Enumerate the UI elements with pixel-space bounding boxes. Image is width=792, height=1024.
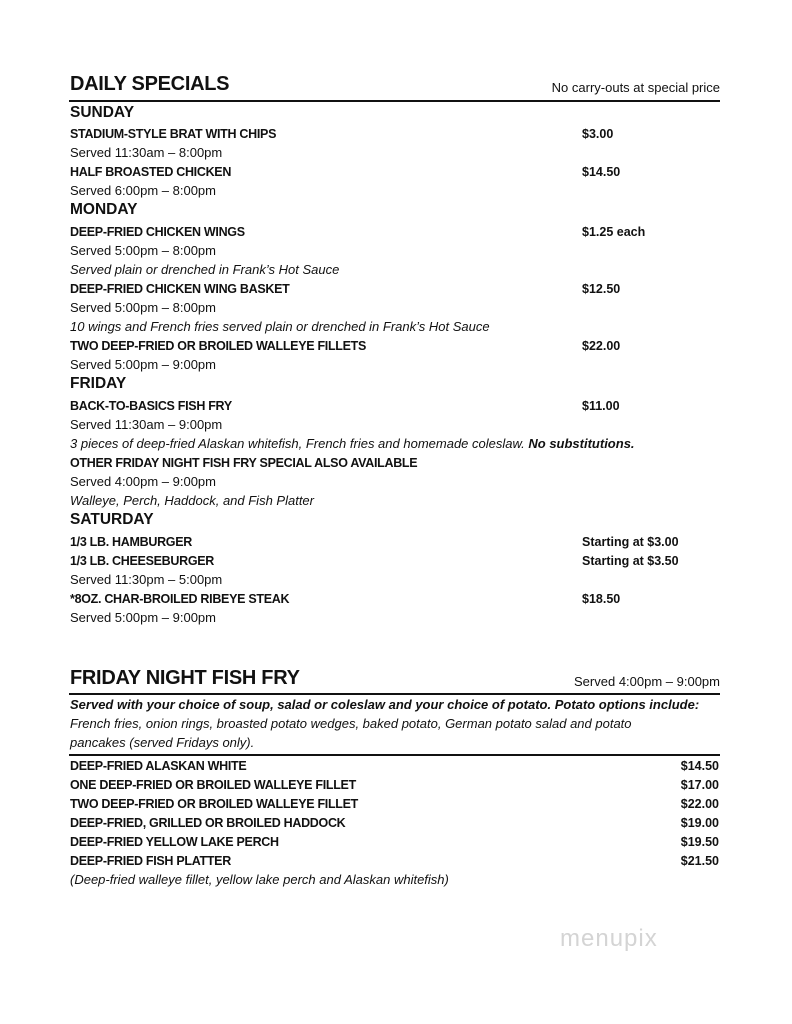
- line-text: STADIUM-STYLE BRAT WITH CHIPS: [70, 127, 277, 141]
- fish-item-price: $17.00: [680, 778, 719, 792]
- menu-item-price: $11.00: [582, 399, 620, 413]
- fish-item-name: ONE DEEP-FRIED OR BROILED WALLEYE FILLET: [70, 778, 356, 792]
- fish-item-price: $22.00: [680, 797, 719, 811]
- menu-item-name: [70, 281, 289, 297]
- serving-hours: [70, 474, 216, 490]
- line-text: *8OZ. CHAR-BROILED RIBEYE STEAK: [70, 592, 290, 606]
- line-text: Served 11:30pm – 5:00pm: [70, 572, 223, 587]
- menu-item-price: Starting at $3.50: [582, 554, 679, 568]
- line-text: 10 wings and French fries served plain or drenched in Frank’s Hot Sauce: [70, 319, 490, 334]
- serving-hours: [70, 417, 222, 433]
- day-heading: [70, 202, 137, 218]
- line-text: SUNDAY: [70, 104, 135, 121]
- divider: [69, 100, 720, 102]
- no-substitutions-note: No substitutions.: [528, 436, 635, 451]
- serving-hours: [70, 357, 216, 373]
- fish-fry-potato-options-cont: pancakes (served Fridays only).: [70, 735, 255, 750]
- serving-hours: [70, 572, 222, 588]
- line-text: OTHER FRIDAY NIGHT FISH FRY SPECIAL ALSO AVAILABLE: [70, 456, 418, 470]
- line-text: 1/3 LB. HAMBURGER: [70, 535, 192, 549]
- menu-item-price: $22.00: [582, 339, 621, 353]
- serving-hours: [70, 145, 222, 161]
- menu-item-name: [70, 553, 214, 569]
- line-text: HALF BROASTED CHICKEN: [70, 165, 232, 179]
- fish-item-name: TWO DEEP-FRIED OR BROILED WALLEYE FILLET: [70, 797, 358, 811]
- fish-platter-note: (Deep-fried walleye fillet, yellow lake perch and Alaskan whitefish): [70, 872, 449, 887]
- menu-item-price: $12.50: [582, 282, 621, 296]
- day-heading: [70, 105, 134, 121]
- menu-item-price: Starting at $3.00: [582, 535, 679, 549]
- serving-hours: [70, 610, 216, 626]
- line-text: Served plain or drenched in Frank’s Hot Sauce: [70, 262, 340, 277]
- line-text: Walleye, Perch, Haddock, and Fish Platter: [70, 493, 314, 508]
- fish-item-price: $14.50: [680, 759, 719, 773]
- fish-item-name: DEEP-FRIED FISH PLATTER: [70, 854, 231, 868]
- divider: [69, 693, 720, 695]
- line-text: Served 11:30am – 9:00pm: [70, 417, 223, 432]
- fish-fry-title: FRIDAY NIGHT FISH FRY: [70, 667, 300, 689]
- fish-item-name: DEEP-FRIED, GRILLED OR BROILED HADDOCK: [70, 816, 346, 830]
- line-text: MONDAY: [70, 201, 138, 218]
- menu-item-name: [70, 398, 232, 414]
- line-text: 3 pieces of deep-fried Alaskan whitefish, French fries and homemade coleslaw.: [70, 436, 529, 451]
- fish-fry-intro: Served with your choice of soup, salad or coleslaw and your choice of potato. Potato options include:: [70, 697, 700, 712]
- line-text: Served 5:00pm – 9:00pm: [70, 357, 216, 372]
- line-text: Served 11:30am – 8:00pm: [70, 145, 223, 160]
- item-description: [70, 262, 339, 278]
- item-description: [70, 436, 635, 452]
- fish-item-name: DEEP-FRIED YELLOW LAKE PERCH: [70, 835, 279, 849]
- menu-item-name: [70, 591, 289, 607]
- fish-item-price: $19.50: [680, 835, 719, 849]
- divider: [69, 754, 720, 756]
- line-text: 1/3 LB. CHEESEBURGER: [70, 554, 215, 568]
- menu-item-name: [70, 164, 231, 180]
- menu-item-price: $3.00: [582, 127, 614, 141]
- menu-item-name: [70, 534, 192, 550]
- line-text: SATURDAY: [70, 511, 154, 528]
- menu-item-price: $18.50: [582, 592, 621, 606]
- fish-item-price: $21.50: [680, 854, 719, 868]
- line-text: Served 6:00pm – 8:00pm: [70, 183, 216, 198]
- serving-hours: [70, 243, 216, 259]
- line-text: DEEP-FRIED CHICKEN WING BASKET: [70, 282, 290, 296]
- line-text: Served 5:00pm – 8:00pm: [70, 243, 216, 258]
- watermark-logo: menupix: [560, 925, 658, 952]
- line-text: FRIDAY: [70, 375, 127, 392]
- line-text: Served 5:00pm – 9:00pm: [70, 610, 216, 625]
- line-text: Served 5:00pm – 8:00pm: [70, 300, 216, 315]
- serving-hours: [70, 300, 216, 316]
- serving-hours: [70, 183, 216, 199]
- day-heading: [70, 376, 126, 392]
- menu-item-name: [70, 455, 417, 471]
- fish-item-name: DEEP-FRIED ALASKAN WHITE: [70, 759, 247, 773]
- carry-out-note: No carry-outs at special price: [551, 80, 720, 95]
- menu-item-name: [70, 126, 276, 142]
- day-heading: [70, 512, 154, 528]
- daily-specials-title: DAILY SPECIALS: [70, 73, 230, 95]
- menu-item-price: $14.50: [582, 165, 621, 179]
- item-description: [70, 493, 314, 509]
- line-text: BACK-TO-BASICS FISH FRY: [70, 399, 232, 413]
- fish-fry-hours: Served 4:00pm – 9:00pm: [574, 674, 720, 689]
- menu-item-name: [70, 224, 245, 240]
- line-text: TWO DEEP-FRIED OR BROILED WALLEYE FILLETS: [70, 339, 367, 353]
- line-text: DEEP-FRIED CHICKEN WINGS: [70, 225, 245, 239]
- fish-item-price: $19.00: [680, 816, 719, 830]
- item-description: [70, 319, 490, 335]
- line-text: Served 4:00pm – 9:00pm: [70, 474, 216, 489]
- menu-item-name: [70, 338, 366, 354]
- menu-item-price: $1.25 each: [582, 225, 646, 239]
- fish-fry-potato-options: French fries, onion rings, broasted potato wedges, baked potato, German potato salad and potato: [70, 716, 632, 731]
